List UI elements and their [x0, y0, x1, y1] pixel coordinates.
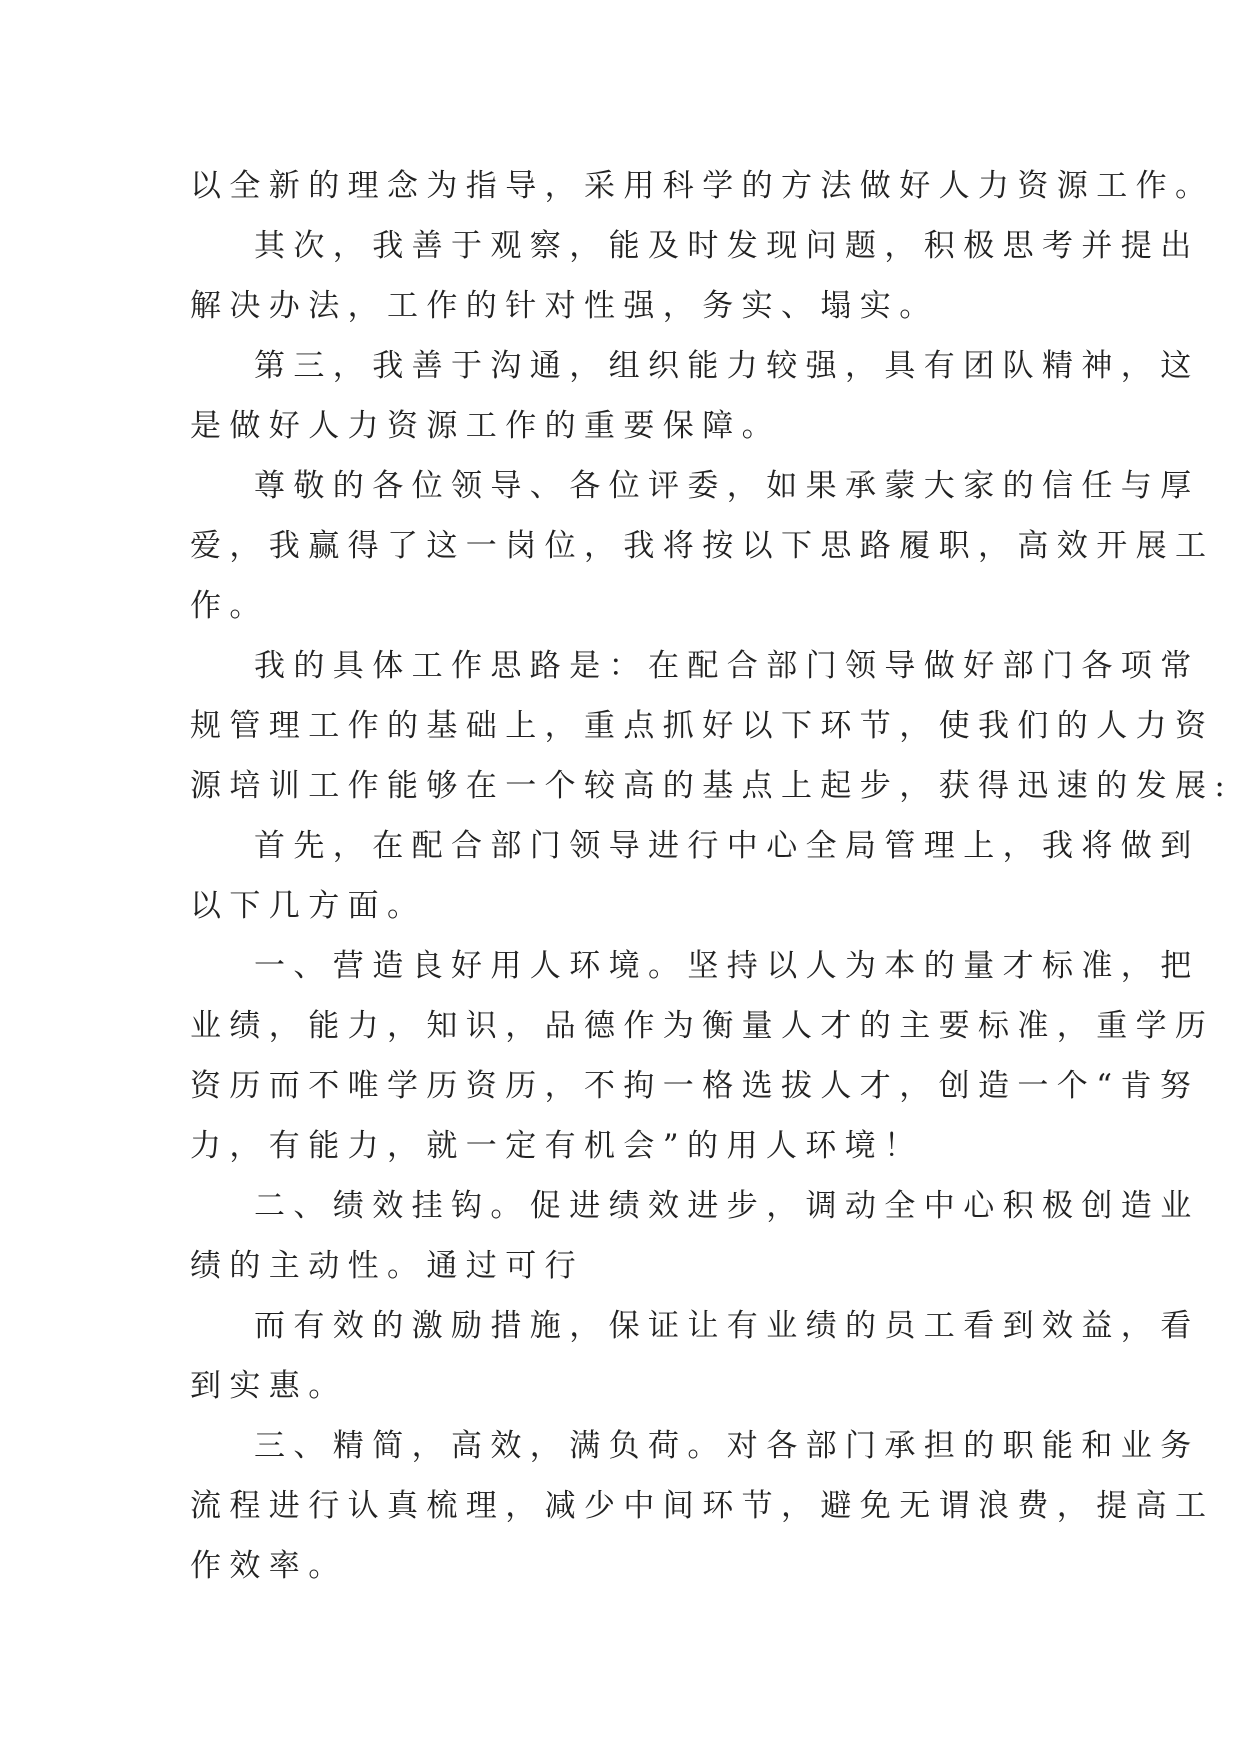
text-line: 源培训工作能够在一个较高的基点上起步，获得迅速的发展: [190, 768, 1234, 804]
text-line: 作。 [190, 588, 269, 624]
text-line: 二、绩效挂钩。促进绩效进步，调动全中心积极创造业 [254, 1188, 1200, 1224]
text-line: 首先，在配合部门领导进行中心全局管理上，我将做到 [254, 828, 1200, 864]
text-line: 规管理工作的基础上，重点抓好以下环节，使我们的人力资 [190, 708, 1215, 744]
text-line: 以下几方面。 [190, 888, 427, 924]
text-line: 三、精简，高效，满负荷。对各部门承担的职能和业务 [254, 1428, 1200, 1464]
text-line: 力，有能力，就一定有机会”的用人环境！ [190, 1128, 924, 1164]
text-line: 业绩，能力，知识，品德作为衡量人才的主要标准，重学历 [190, 1008, 1215, 1044]
text-line: 一、营造良好用人环境。坚持以人为本的量才标准，把 [254, 948, 1200, 984]
text-line: 是做好人力资源工作的重要保障。 [190, 408, 781, 444]
text-line: 我的具体工作思路是：在配合部门领导做好部门各项常 [254, 648, 1200, 684]
text-line: 而有效的激励措施，保证让有业绩的员工看到效益，看 [254, 1308, 1200, 1344]
text-line: 作效率。 [190, 1548, 348, 1584]
text-line: 以全新的理念为指导，采用科学的方法做好人力资源工作。 [190, 168, 1215, 204]
text-line: 其次，我善于观察，能及时发现问题，积极思考并提出 [254, 228, 1200, 264]
text-line: 尊敬的各位领导、各位评委，如果承蒙大家的信任与厚 [254, 468, 1200, 504]
text-line: 爱，我赢得了这一岗位，我将按以下思路履职，高效开展工 [190, 528, 1215, 564]
text-line: 绩的主动性。通过可行 [190, 1248, 584, 1284]
text-line: 解决办法，工作的针对性强，务实、塌实。 [190, 288, 939, 324]
text-line: 资历而不唯学历资历，不拘一格选拔人才，创造一个“肯努 [190, 1068, 1200, 1104]
text-line: 第三，我善于沟通，组织能力较强，具有团队精神，这 [254, 348, 1200, 384]
text-line: 流程进行认真梳理，减少中间环节，避免无谓浪费，提高工 [190, 1488, 1215, 1524]
text-line: 到实惠。 [190, 1368, 348, 1404]
